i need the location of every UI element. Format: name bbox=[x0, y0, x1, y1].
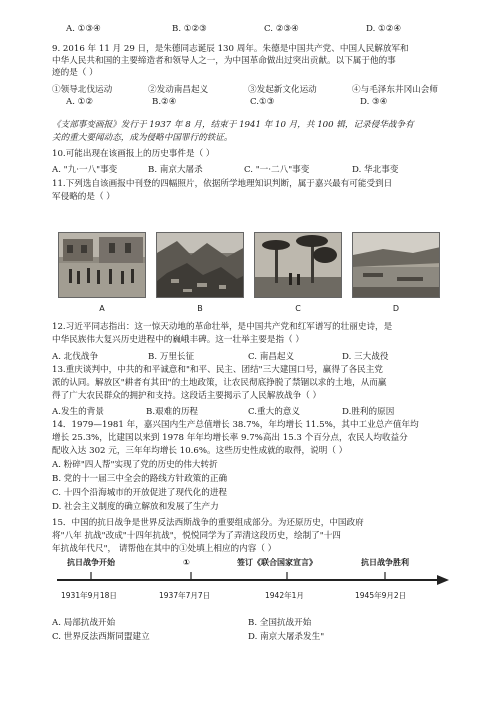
photo-d-label: D bbox=[392, 304, 400, 313]
q13-line3: 得了广大农民群众的拥护和支持。这段话主要揭示了人民解放战争（ ） bbox=[52, 391, 322, 401]
q15-timeline bbox=[55, 556, 450, 608]
q10-option-d: D. 华北事变 bbox=[352, 165, 399, 175]
q13-options bbox=[52, 405, 452, 416]
q14-option-d: D. 社会主义制度的确立解放和发展了生产力 bbox=[52, 502, 219, 512]
q11-stem-line1: 11.下列选自该画报中刊登的四幅照片，依据所学地理知识判断，属于嘉兴最有可能受到日 bbox=[52, 179, 393, 189]
q10-stem: 10.可能出现在该画报上的历史事件是（ ） bbox=[52, 149, 215, 159]
q13-line1: 13.重庆谈判中，中共的和平诚意和"和平、民主、团结"三大建国口号，赢得了各民主党 bbox=[52, 365, 383, 375]
photo-d bbox=[352, 232, 440, 298]
q11-photos bbox=[58, 232, 438, 312]
q12-option-a: A. 北伐战争 bbox=[52, 352, 99, 362]
q15-option-b: B. 全国抗战开始 bbox=[248, 618, 312, 628]
timeline-head-4: 抗日战争胜利 bbox=[361, 558, 409, 567]
q10-option-a: A. "九·一八"事变 bbox=[52, 165, 118, 175]
q15-options-row2 bbox=[52, 630, 452, 641]
q9-stem-line1: 9. 2016 年 11 月 29 日，是朱德同志诞辰 130 周年。朱德是中国共产党、中国人民解放军和 bbox=[52, 44, 409, 54]
q15-line1: 15．中国的抗日战争是世界反法西斯战争的重要组成部分。为还原历史，中国政府 bbox=[52, 518, 364, 528]
photo-b-label: B bbox=[197, 304, 203, 313]
q9-option-b: B.②④ bbox=[152, 97, 177, 107]
q8-options bbox=[52, 24, 452, 35]
q9-option-d: D. ③④ bbox=[360, 97, 388, 107]
q15-options-row1 bbox=[52, 616, 452, 627]
passage-line1: 《支部事变画报》发行于 1937 年 8 月，结束于 1941 年 10 月，共 100 辑，记录侵华战争有 bbox=[52, 120, 414, 130]
photo-a bbox=[58, 232, 146, 298]
q9-option-c: C.①③ bbox=[250, 97, 275, 107]
q13-option-b: B.艰难的历程 bbox=[146, 407, 199, 417]
timeline-head-2: ① bbox=[183, 558, 190, 567]
q15-option-a: A. 局部抗战开始 bbox=[52, 618, 116, 628]
q8-option-b: B. ①②③ bbox=[172, 24, 207, 34]
q9-stem-line3: 迹的是（ ） bbox=[52, 68, 98, 78]
timeline-head-1: 抗日战争开始 bbox=[67, 558, 115, 567]
q15-option-d: D. 南京大屠杀发生" bbox=[248, 632, 325, 642]
q14-option-a: A. 粉碎"四人帮"实现了党的历史的伟大转折 bbox=[52, 460, 218, 470]
q8-option-d: D. ①②④ bbox=[366, 24, 402, 34]
q13-option-d: D.胜利的原因 bbox=[342, 407, 395, 417]
q9-option-a: A. ①② bbox=[66, 97, 94, 107]
q14-option-b: B. 党的十一届三中全会的路线方针政策的正确 bbox=[52, 474, 228, 484]
timeline-date-2: 1937年7月7日 bbox=[159, 591, 211, 600]
photo-b bbox=[156, 232, 244, 298]
q12-options bbox=[52, 350, 452, 361]
q14-line2: 增长 25.3%，比建国以来到 1978 年年均增长率 9.7%高出 15.3 个百分点，农民人均收益分 bbox=[52, 433, 408, 443]
q15-line3: 年抗战年代尺"， 请帮他在其中的①处填上相应的内容（ ） bbox=[52, 544, 277, 554]
q12-option-b: B. 万里长征 bbox=[148, 352, 195, 362]
q13-option-a: A.发生的背景 bbox=[52, 407, 104, 417]
q9-item-1: ①领导北伐运动 bbox=[52, 85, 113, 95]
q14-option-c: C. 十四个沿海城市的开放促进了现代化的进程 bbox=[52, 488, 228, 498]
q12-option-d: D. 三大战役 bbox=[342, 352, 389, 362]
q12-line1: 12.习近平同志指出：这一惊天动地的革命壮举，是中国共产党和红军谱写的壮丽史诗，是 bbox=[52, 322, 393, 332]
q15-option-c: C. 世界反法西斯同盟建立 bbox=[52, 632, 150, 642]
q8-option-c: C. ②③④ bbox=[264, 24, 299, 34]
timeline-date-1: 1931年9月18日 bbox=[61, 591, 117, 600]
q10-option-c: C. "一·二八"事变 bbox=[244, 165, 310, 175]
q9-items bbox=[52, 83, 452, 94]
q12-line2: 中华民族伟大复兴历史进程中的巍峨丰碑。这一壮举主要是指（ ） bbox=[52, 335, 304, 345]
q8-option-a: A. ①③④ bbox=[66, 24, 101, 34]
photo-c bbox=[254, 232, 342, 298]
q13-line2: 派的认同。解放区"耕者有其田"的土地政策，让农民彻底挣脱了禁锢以求的土地，从而赢 bbox=[52, 378, 387, 388]
q9-item-4: ④与毛泽东井冈山会师 bbox=[352, 85, 438, 95]
q10-options bbox=[52, 163, 452, 174]
q12-option-c: C. 南昌起义 bbox=[248, 352, 295, 362]
q10-option-b: B. 南京大屠杀 bbox=[148, 165, 203, 175]
q14-line1: 14．1979—1981 年，嘉兴国内生产总值增长 38.7%，年均增长 11.5%，其中工业总产值年均 bbox=[52, 420, 419, 430]
photo-c-label: C bbox=[295, 304, 301, 313]
timeline-axis bbox=[55, 570, 450, 592]
q9-options bbox=[52, 97, 452, 108]
photo-a-label: A bbox=[99, 304, 105, 313]
passage-line2: 关的重大要闻动态，成为侵略中国罪行的铁证。 bbox=[52, 133, 233, 143]
timeline-head-3: 签订《联合国家宣言》 bbox=[237, 558, 317, 567]
q15-line2: 将"八年 抗战"改成"十四年抗战"，悦悦同学为了弄清这段历史，绘制了"十四 bbox=[52, 531, 341, 541]
q13-option-c: C.重大的意义 bbox=[248, 407, 300, 417]
q14-line3: 配收入达 302 元，三年年均增长 10.6%。这些历史性成就的取得，说明（ ） bbox=[52, 446, 348, 456]
q9-item-2: ②发动南昌起义 bbox=[148, 85, 209, 95]
timeline-date-4: 1945年9月2日 bbox=[355, 591, 407, 600]
timeline-date-3: 1942年1月 bbox=[265, 591, 304, 600]
q9-item-3: ③发起新文化运动 bbox=[248, 85, 317, 95]
q9-stem-line2: 中华人民共和国的主要缔造者和领导人之一，为中国革命做出过突出贡献。以下属于他的事 bbox=[52, 56, 396, 66]
q11-stem-line2: 军侵略的是（ ） bbox=[52, 192, 115, 202]
